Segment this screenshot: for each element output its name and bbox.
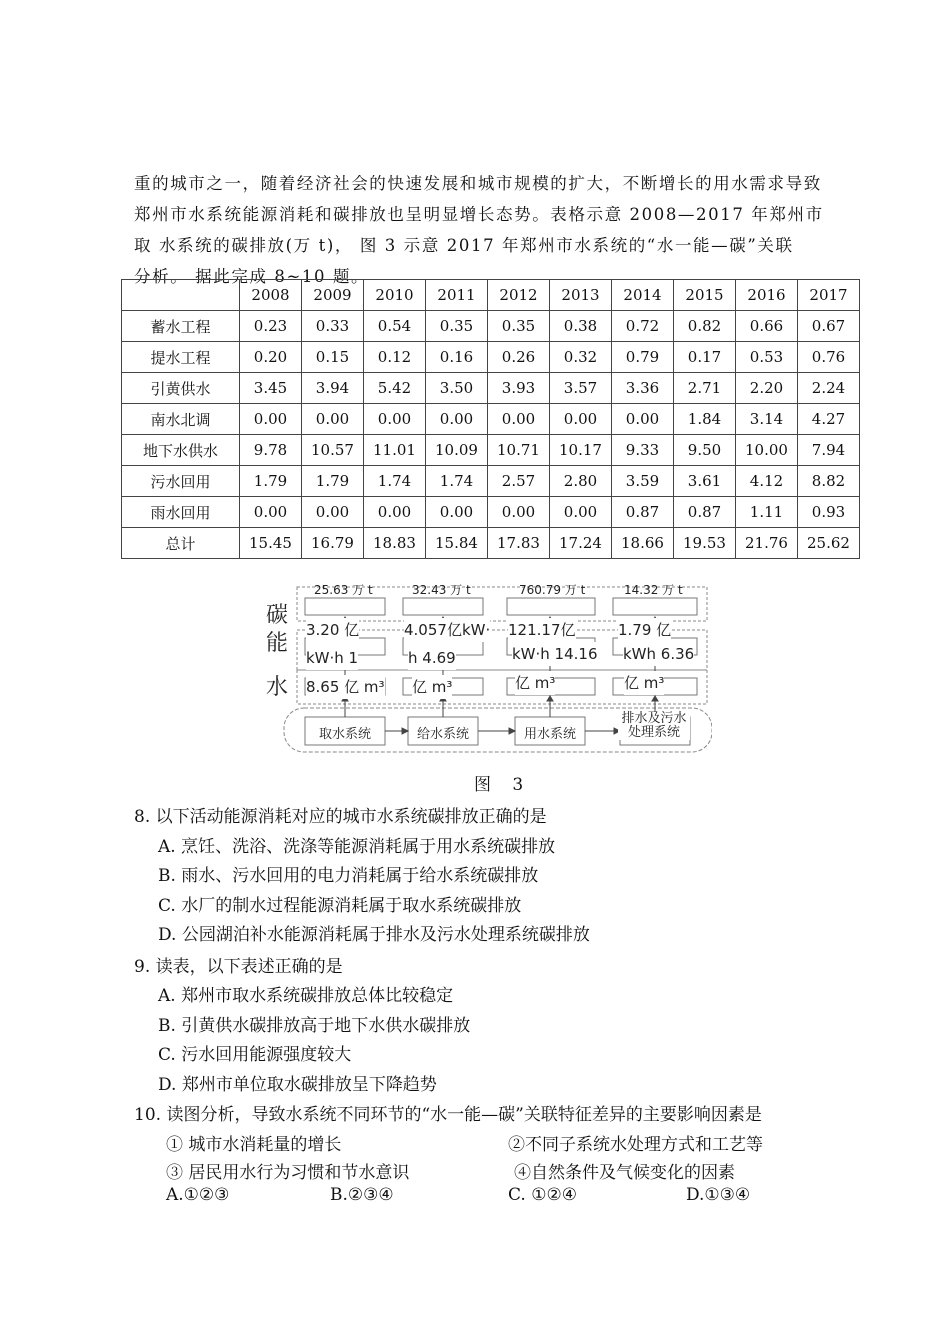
table-cell: 10.09 xyxy=(426,435,488,466)
table-cell: 1.11 xyxy=(736,497,798,528)
energy-value-cont: kW·h 14.16 xyxy=(512,642,598,666)
system-supply: 给水系统 xyxy=(416,727,469,742)
table-cell: 4.27 xyxy=(798,404,860,435)
table-cell: 0.00 xyxy=(550,497,612,528)
carbon-value: 25.63 万 t xyxy=(314,583,373,597)
table-cell: 9.50 xyxy=(674,435,736,466)
table-cell: 9.33 xyxy=(612,435,674,466)
row-label: 雨水回用 xyxy=(122,497,240,528)
system-drainage: 排水及污水 处理系统 xyxy=(618,712,690,740)
year-header: 2012 xyxy=(488,280,550,311)
row-label: 总计 xyxy=(122,528,240,559)
table-cell: 2.57 xyxy=(488,466,550,497)
year-header: 2008 xyxy=(240,280,302,311)
table-cell: 16.79 xyxy=(302,528,364,559)
table-row xyxy=(122,311,860,342)
table-cell: 0.00 xyxy=(240,497,302,528)
year-header: 2014 xyxy=(612,280,674,311)
table-row xyxy=(122,404,860,435)
table-cell: 2.20 xyxy=(736,373,798,404)
table-cell: 0.00 xyxy=(240,404,302,435)
intro-paragraph xyxy=(134,168,844,292)
question-10-choice-d: D.①③④ xyxy=(686,1185,751,1205)
table-cell: 15.45 xyxy=(240,528,302,559)
table-cell: 0.35 xyxy=(426,311,488,342)
axis-label-energy: 能 xyxy=(266,631,289,656)
question-9-option-d: D. 郑州市单位取水碳排放呈下降趋势 xyxy=(158,1075,437,1095)
row-label: 污水回用 xyxy=(122,466,240,497)
intro-line: 取 水系统的碳排放(万 t)， 图 3 示意 2017 年郑州市水系统的“水一能—碳”关联 xyxy=(134,236,794,255)
energy-value-cont: kWh 6.36 xyxy=(623,642,694,666)
intro-line: 郑州市水系统能源消耗和碳排放也呈明显增长态势。表格示意 2008—2017 年郑州市 xyxy=(134,205,824,224)
table-row xyxy=(122,497,860,528)
table-cell: 0.00 xyxy=(302,497,364,528)
question-9-stem: 9. 读表，以下表述正确的是 xyxy=(134,957,343,977)
table-corner-cell xyxy=(122,280,240,311)
table-cell: 10.00 xyxy=(736,435,798,466)
table-cell: 17.24 xyxy=(550,528,612,559)
energy-value: 3.20 亿 xyxy=(306,618,359,642)
table-cell: 21.76 xyxy=(736,528,798,559)
table-cell: 17.83 xyxy=(488,528,550,559)
table-cell: 3.59 xyxy=(612,466,674,497)
table-cell: 18.66 xyxy=(612,528,674,559)
table-cell: 0.20 xyxy=(240,342,302,373)
energy-value: 4.057亿kW· xyxy=(404,618,490,642)
table-cell: 0.00 xyxy=(364,497,426,528)
table-cell: 10.71 xyxy=(488,435,550,466)
table-cell: 0.00 xyxy=(550,404,612,435)
up-arrowhead xyxy=(652,696,658,701)
table-cell: 3.93 xyxy=(488,373,550,404)
table-cell: 0.00 xyxy=(426,404,488,435)
table-cell: 1.84 xyxy=(674,404,736,435)
carbon-box xyxy=(613,598,697,615)
table-cell: 0.00 xyxy=(488,497,550,528)
energy-value-cont: kW·h 1 xyxy=(306,646,358,670)
table-cell: 3.61 xyxy=(674,466,736,497)
table-header-row xyxy=(122,280,860,311)
table-cell: 5.42 xyxy=(364,373,426,404)
axis-label-carbon: 碳 xyxy=(266,603,289,628)
year-header: 2010 xyxy=(364,280,426,311)
table-cell: 15.84 xyxy=(426,528,488,559)
table-cell: 0.00 xyxy=(426,497,488,528)
question-10-item-1: ① 城市水消耗量的增长 xyxy=(166,1135,342,1155)
question-9-option-c: C. 污水回用能源强度较大 xyxy=(158,1045,352,1065)
water-value: 亿 m³ xyxy=(624,671,664,695)
question-8-option-b: B. 雨水、污水回用的电力消耗属于给水系统碳排放 xyxy=(158,866,539,886)
table-cell: 0.87 xyxy=(674,497,736,528)
table-cell: 2.71 xyxy=(674,373,736,404)
year-header: 2016 xyxy=(736,280,798,311)
table-cell: 0.16 xyxy=(426,342,488,373)
question-10-choice-b: B.②③④ xyxy=(330,1185,394,1205)
table-cell: 2.80 xyxy=(550,466,612,497)
table-cell: 3.36 xyxy=(612,373,674,404)
table-cell: 1.79 xyxy=(240,466,302,497)
up-arrowhead xyxy=(547,696,553,701)
question-8-stem: 8. 以下活动能源消耗对应的城市水系统碳排放正确的是 xyxy=(134,807,547,827)
table-cell: 0.54 xyxy=(364,311,426,342)
table-cell: 18.83 xyxy=(364,528,426,559)
table-cell: 7.94 xyxy=(798,435,860,466)
table-cell: 10.57 xyxy=(302,435,364,466)
water-energy-carbon-figure xyxy=(262,578,712,768)
table-cell: 4.12 xyxy=(736,466,798,497)
table-row xyxy=(122,466,860,497)
intro-line: 重的城市之一，随着经济社会的快速发展和城市规模的扩大，不断增长的用水需求导致 xyxy=(134,174,822,193)
table-cell: 0.87 xyxy=(612,497,674,528)
carbon-value: 14.32 万 t xyxy=(624,583,683,597)
table-cell: 3.94 xyxy=(302,373,364,404)
table-cell: 0.33 xyxy=(302,311,364,342)
table-cell: 0.35 xyxy=(488,311,550,342)
table-cell: 3.14 xyxy=(736,404,798,435)
water-value: 亿 m³ xyxy=(515,671,555,695)
table-cell: 2.24 xyxy=(798,373,860,404)
carbon-value: 760.79 万 t xyxy=(519,583,586,597)
intro-line: 分析。 据此完成 8~10 题。 xyxy=(134,267,370,286)
table-cell: 11.01 xyxy=(364,435,426,466)
system-use: 用水系统 xyxy=(523,727,576,742)
question-10-item-2: ②不同子系统水处理方式和工艺等 xyxy=(508,1135,763,1155)
row-label: 地下水供水 xyxy=(122,435,240,466)
table-row xyxy=(122,373,860,404)
energy-value-cont: h 4.69 xyxy=(408,646,456,670)
carbon-box xyxy=(403,598,483,615)
carbon-value: 32.43 万 t xyxy=(412,583,471,597)
table-cell: 0.72 xyxy=(612,311,674,342)
carbon-emission-table xyxy=(121,279,860,559)
row-label: 南水北调 xyxy=(122,404,240,435)
year-header: 2017 xyxy=(798,280,860,311)
table-cell: 3.50 xyxy=(426,373,488,404)
year-header: 2013 xyxy=(550,280,612,311)
table-cell: 0.67 xyxy=(798,311,860,342)
water-value: 8.65 亿 m³ xyxy=(306,675,385,699)
table-cell: 25.62 xyxy=(798,528,860,559)
table-cell: 0.79 xyxy=(612,342,674,373)
table-cell: 10.17 xyxy=(550,435,612,466)
question-10-item-4: ④自然条件及气候变化的因素 xyxy=(514,1163,735,1183)
table-cell: 0.12 xyxy=(364,342,426,373)
table-cell: 0.53 xyxy=(736,342,798,373)
table-cell: 0.00 xyxy=(302,404,364,435)
table-cell: 0.76 xyxy=(798,342,860,373)
table-row xyxy=(122,342,860,373)
table-cell: 0.17 xyxy=(674,342,736,373)
table-cell: 0.66 xyxy=(736,311,798,342)
row-label: 蓄水工程 xyxy=(122,311,240,342)
year-header: 2009 xyxy=(302,280,364,311)
table-cell: 8.82 xyxy=(798,466,860,497)
table-cell: 0.15 xyxy=(302,342,364,373)
table-cell: 0.00 xyxy=(364,404,426,435)
question-10-choice-a: A.①②③ xyxy=(166,1185,230,1205)
carbon-box xyxy=(507,598,595,615)
row-label: 提水工程 xyxy=(122,342,240,373)
table-cell: 1.74 xyxy=(364,466,426,497)
question-8-option-c: C. 水厂的制水过程能源消耗属于取水系统碳排放 xyxy=(158,896,522,916)
table-cell: 1.74 xyxy=(426,466,488,497)
table-cell: 9.78 xyxy=(240,435,302,466)
table-cell: 0.82 xyxy=(674,311,736,342)
question-10-item-3: ③ 居民用水行为习惯和节水意识 xyxy=(166,1163,410,1183)
table-cell: 19.53 xyxy=(674,528,736,559)
question-10-stem: 10. 读图分析，导致水系统不同环节的“水一能—碳”关联特征差异的主要影响因素是 xyxy=(134,1105,762,1125)
question-8-option-a: A. 烹饪、洗浴、洗涤等能源消耗属于用水系统碳排放 xyxy=(158,837,556,857)
table-cell: 0.26 xyxy=(488,342,550,373)
figure-caption: 图 3 xyxy=(474,775,532,795)
table-cell: 0.00 xyxy=(488,404,550,435)
year-header: 2015 xyxy=(674,280,736,311)
carbon-box xyxy=(305,598,385,615)
axis-label-water: 水 xyxy=(266,675,289,700)
water-value: 亿 m³ xyxy=(412,675,452,699)
energy-value: 1.79 亿 xyxy=(618,618,671,642)
table-cell: 1.79 xyxy=(302,466,364,497)
table-cell: 0.23 xyxy=(240,311,302,342)
table-cell: 3.45 xyxy=(240,373,302,404)
table-cell: 0.32 xyxy=(550,342,612,373)
table-cell: 3.57 xyxy=(550,373,612,404)
energy-value: 121.17亿 xyxy=(508,618,576,642)
question-9-option-b: B. 引黄供水碳排放高于地下水供水碳排放 xyxy=(158,1016,471,1036)
table-row xyxy=(122,528,860,559)
year-header: 2011 xyxy=(426,280,488,311)
table-cell: 0.93 xyxy=(798,497,860,528)
question-10-choice-c: C. ①②④ xyxy=(508,1185,577,1205)
table-cell: 0.38 xyxy=(550,311,612,342)
question-8-option-d: D. 公园湖泊补水能源消耗属于排水及污水处理系统碳排放 xyxy=(158,925,590,945)
row-label: 引黄供水 xyxy=(122,373,240,404)
table-cell: 0.00 xyxy=(612,404,674,435)
table-row xyxy=(122,435,860,466)
system-intake: 取水系统 xyxy=(318,727,371,742)
question-9-option-a: A. 郑州市取水系统碳排放总体比较稳定 xyxy=(158,986,454,1006)
